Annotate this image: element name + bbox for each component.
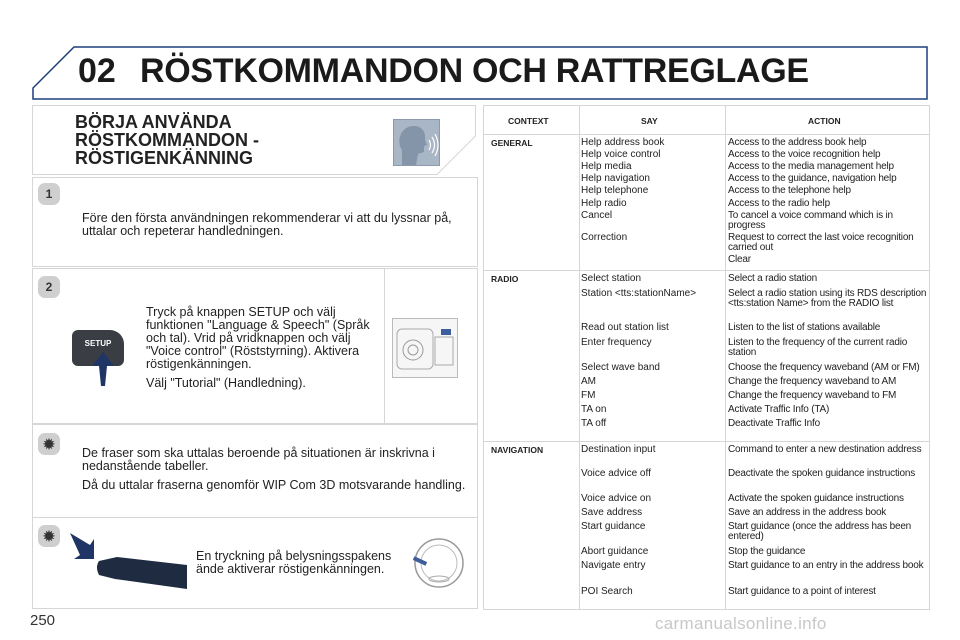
voice-speaking-icon (393, 119, 440, 166)
say-cell: Voice advice off (581, 468, 651, 479)
say-cell: Start guidance (581, 521, 646, 532)
say-cell: Cancel (581, 210, 613, 221)
action-cell: Choose the frequency waveband (AM or FM) (728, 362, 920, 373)
say-cell: TA off (581, 418, 607, 429)
say-cell: Help address book (581, 137, 665, 148)
say-cell: Select wave band (581, 362, 660, 373)
page-number: 250 (30, 612, 56, 629)
radio-unit-illustration (392, 318, 458, 378)
step-1-text (82, 212, 472, 244)
action-cell: Save an address in the address book (728, 507, 887, 518)
paragraph: Välj "Tutorial" (Handledning). (146, 376, 306, 390)
say-cell: Abort guidance (581, 546, 649, 557)
action-cell: Access to the voice recognition help (728, 149, 881, 160)
say-cell: FM (581, 390, 596, 401)
paragraph: Tryck på knappen SETUP och välj funktionen "Language & Speech" (Språk och tal). Vrid på vridknappen och välj "Voice control" (Röststyrning). Aktivera röstigenkänningen. (146, 305, 370, 371)
say-cell: Help navigation (581, 173, 650, 184)
context-label: RADIO (491, 274, 519, 284)
say-cell: Help voice control (581, 149, 661, 160)
chapter-title: RÖSTKOMMANDON OCH RATTREGLAGE (140, 52, 809, 90)
say-cell: Help media (581, 161, 632, 172)
row-divider (484, 270, 929, 271)
say-cell: Station <tts:stationName> (581, 288, 697, 299)
column-header-context: CONTEXT (508, 116, 549, 126)
lighting-stalk-illustration (95, 553, 187, 589)
column-header-say: SAY (641, 116, 658, 126)
action-cell: Request to correct the last voice recognition carried out (728, 232, 914, 253)
chapter-number: 02 (78, 52, 116, 90)
say-cell: Read out station list (581, 322, 669, 333)
setup-button-illustration: SETUP (72, 330, 124, 366)
arrow-up-icon (92, 352, 114, 391)
column-divider (725, 106, 726, 609)
context-label: GENERAL (491, 138, 533, 148)
action-cell: Select a radio station using its RDS description <tts:station Name> from the RADIO list (728, 288, 927, 309)
action-cell: Activate the spoken guidance instructions (728, 493, 904, 504)
action-cell: Change the frequency waveband to AM (728, 376, 897, 387)
section-title-line: RÖSTKOMMANDON - (75, 130, 259, 150)
steering-wheel-icon (413, 537, 465, 594)
context-label: NAVIGATION (491, 445, 544, 455)
action-cell: Access to the guidance, navigation help (728, 173, 897, 184)
row-divider (484, 441, 929, 442)
column-header-action: ACTION (808, 116, 841, 126)
action-cell: Access to the telephone help (728, 185, 851, 196)
say-cell: POI Search (581, 586, 633, 597)
say-cell: Correction (581, 232, 628, 243)
say-cell: Navigate entry (581, 560, 646, 571)
paragraph: Före den första användningen rekommenderar vi att du lyssnar på, uttalar och repeterar handledningen. (82, 211, 452, 238)
action-cell: Access to the address book help (728, 137, 867, 148)
action-cell: Stop the guidance (728, 546, 806, 557)
row-divider (484, 134, 929, 135)
action-cell: Clear (728, 254, 751, 265)
action-cell: To cancel a voice command which is in progress (728, 210, 893, 231)
action-cell: Listen to the frequency of the current radio station (728, 337, 908, 358)
section-title-line: BÖRJA ANVÄNDA (75, 112, 232, 132)
paragraph: En tryckning på belysningsspakens ände aktiverar röstigenkänningen. (196, 549, 392, 576)
say-cell: Save address (581, 507, 643, 518)
watermark: carmanualsonline.info (655, 614, 827, 633)
say-cell: Voice advice on (581, 493, 652, 504)
action-cell: Access to the radio help (728, 198, 830, 209)
say-cell: TA on (581, 404, 607, 415)
say-cell: AM (581, 376, 596, 387)
action-cell: Start guidance (once the address has been entered) (728, 521, 912, 542)
say-cell: Help radio (581, 198, 627, 209)
action-cell: Listen to the list of stations available (728, 322, 881, 333)
action-cell: Change the frequency waveband to FM (728, 390, 897, 401)
step-2-text (146, 306, 381, 396)
paragraph: De fraser som ska uttalas beroende på situationen är inskrivna i nedanstående tabeller. (82, 446, 435, 473)
action-cell: Deactivate Traffic Info (728, 418, 820, 429)
tip-1-text (82, 447, 472, 498)
lightbulb-icon: ✹ (38, 525, 60, 547)
say-cell: Enter frequency (581, 337, 652, 348)
lightbulb-icon: ✹ (38, 433, 60, 455)
say-cell: Select station (581, 273, 642, 284)
action-cell: Select a radio station (728, 273, 817, 284)
column-divider (579, 106, 580, 609)
voice-commands-table (483, 105, 930, 610)
say-cell: Destination input (581, 444, 656, 455)
section-title-line: RÖSTIGENKÄNNING (75, 148, 254, 168)
say-cell: Help telephone (581, 185, 649, 196)
paragraph: Då du uttalar fraserna genomför WIP Com 3D motsvarande handling. (82, 478, 466, 492)
action-cell: Start guidance to an entry in the address book (728, 560, 924, 571)
arrow-down-right-icon (70, 533, 96, 564)
step-badge: 1 (38, 183, 60, 205)
step-badge: 2 (38, 276, 60, 298)
action-cell: Access to the media management help (728, 161, 894, 172)
action-cell: Start guidance to a point of interest (728, 586, 876, 597)
action-cell: Deactivate the spoken guidance instructions (728, 468, 916, 479)
section-title (75, 113, 375, 167)
action-cell: Command to enter a new destination address (728, 444, 922, 455)
divider (384, 268, 385, 423)
tip-2-text (196, 550, 408, 582)
action-cell: Activate Traffic Info (TA) (728, 404, 830, 415)
